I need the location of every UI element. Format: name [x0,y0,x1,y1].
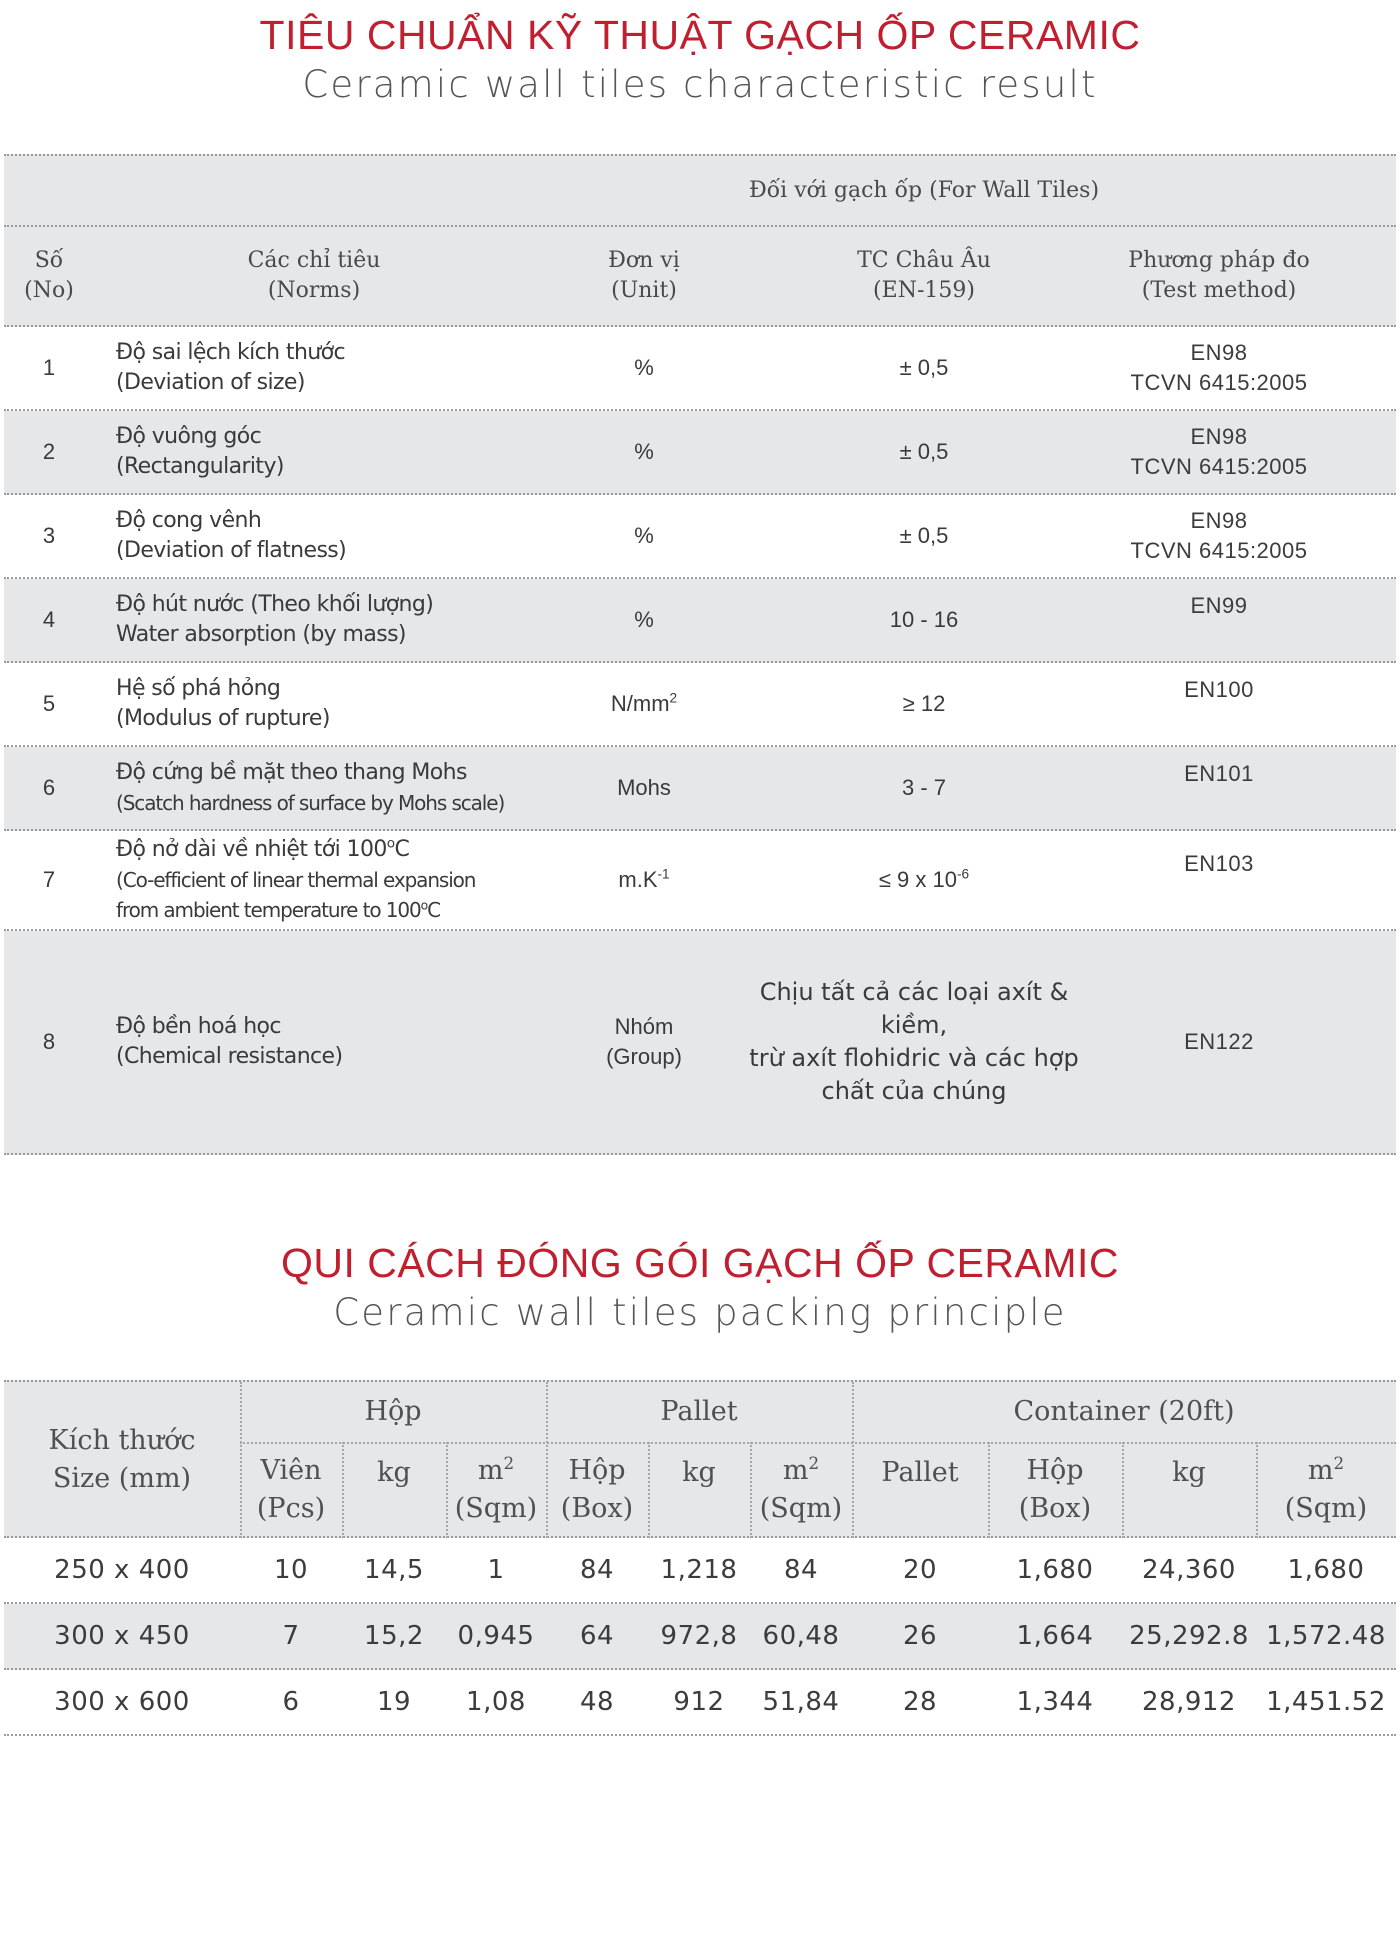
packing-table [4,1380,1396,1736]
header-container-sqm: $m^2$ (Sqm) [1284,1453,1368,1524]
characteristics-table [4,154,1396,1155]
header-pallet-sqm: $m^2$ (Sqm) [759,1453,843,1524]
header-container-group: Container (20ft) [1013,1396,1235,1427]
section1-title-en: Ceramic wall tiles characteristic result [302,63,1098,106]
header-pallet-box: Hộp (Box) [560,1455,634,1524]
header-box-group: Hộp [364,1396,422,1427]
table-row: 7 Độ nở dài về nhiệt tới 100$^o$C (Co-efficient of linear thermal expansion from ambient temperature to 100$^o$C $m.K^{-1}$ ≤ 9 x $10^{-6}$ EN103 [4,831,1396,931]
group-header: Đối với gạch ốp (For Wall Tiles) [748,177,1100,203]
table-row: 300 x 450 7 15,2 0,945 64 972,8 60,48 26 1,664 25,292.8 1,572.48 [4,1604,1396,1670]
table-row: 1 Độ sai lệch kích thước (Deviation of size) % ± 0,5 EN98 TCVN 6415:2005 [4,327,1396,411]
header-container-kg: kg [1172,1457,1206,1488]
header-size: Kích thước Size (mm) [48,1425,196,1494]
section2-title-vn: QUI CÁCH ĐÓNG GÓI GẠCH ỐP CERAMIC [280,1240,1120,1286]
table-row: 4 Độ hút nước (Theo khối lượng) Water absorption (by mass) % 10 - 16 EN99 [4,579,1396,663]
table-row: 2 Độ vuông góc (Rectangularity) % ± 0,5 EN98 TCVN 6415:2005 [4,411,1396,495]
table-row: 300 x 600 6 19 1,08 48 912 51,84 28 1,344 28,912 1,451.52 [4,1670,1396,1736]
section1-title-vn: TIÊU CHUẨN KỸ THUẬT GẠCH ỐP CERAMIC [259,12,1141,58]
section2-title-en: Ceramic wall tiles packing principle [333,1291,1067,1334]
section1-title [0,12,1400,106]
header-pallet-group: Pallet [660,1396,738,1427]
header-container-pallet: Pallet [881,1457,959,1488]
header-standard: TC Châu Âu (EN-159) [857,248,991,303]
packing-table-header [4,1380,1396,1538]
header-pallet-kg: kg [682,1457,716,1488]
header-container-box: Hộp (Box) [1018,1455,1092,1524]
table-row: 8 Độ bền hoá học (Chemical resistance) Nhóm (Group) Chịu tất cả các loại axít & kiềm, trừ axít flohidric và các hợp chất của chúng EN122 [4,931,1396,1155]
header-test-method: Phương pháp đo (Test method) [1128,248,1310,303]
header-box-sqm: $m^2$ (Sqm) [454,1453,538,1524]
header-norms: Các chỉ tiêu (Norms) [247,248,381,303]
header-no: Số (No) [24,248,74,303]
header-unit: Đơn vị (Unit) [608,248,680,303]
table-row: 3 Độ cong vênh (Deviation of flatness) % ± 0,5 EN98 TCVN 6415:2005 [4,495,1396,579]
table1-group-header-row [4,154,1396,227]
table-row: 5 Hệ số phá hỏng (Modulus of rupture) $N/mm^2$ ≥ 12 EN100 [4,663,1396,747]
table-row: 250 x 400 10 14,5 1 84 1,218 84 20 1,680 24,360 1,680 [4,1538,1396,1604]
header-box-kg: kg [377,1457,411,1488]
table-row: 6 Độ cứng bề mặt theo thang Mohs (Scatch hardness of surface by Mohs scale) Mohs 3 - 7 EN101 [4,747,1396,831]
header-box-pcs: Viên (Pcs) [256,1455,326,1524]
table1-column-header-row [4,227,1396,327]
section2-title [0,1240,1400,1334]
